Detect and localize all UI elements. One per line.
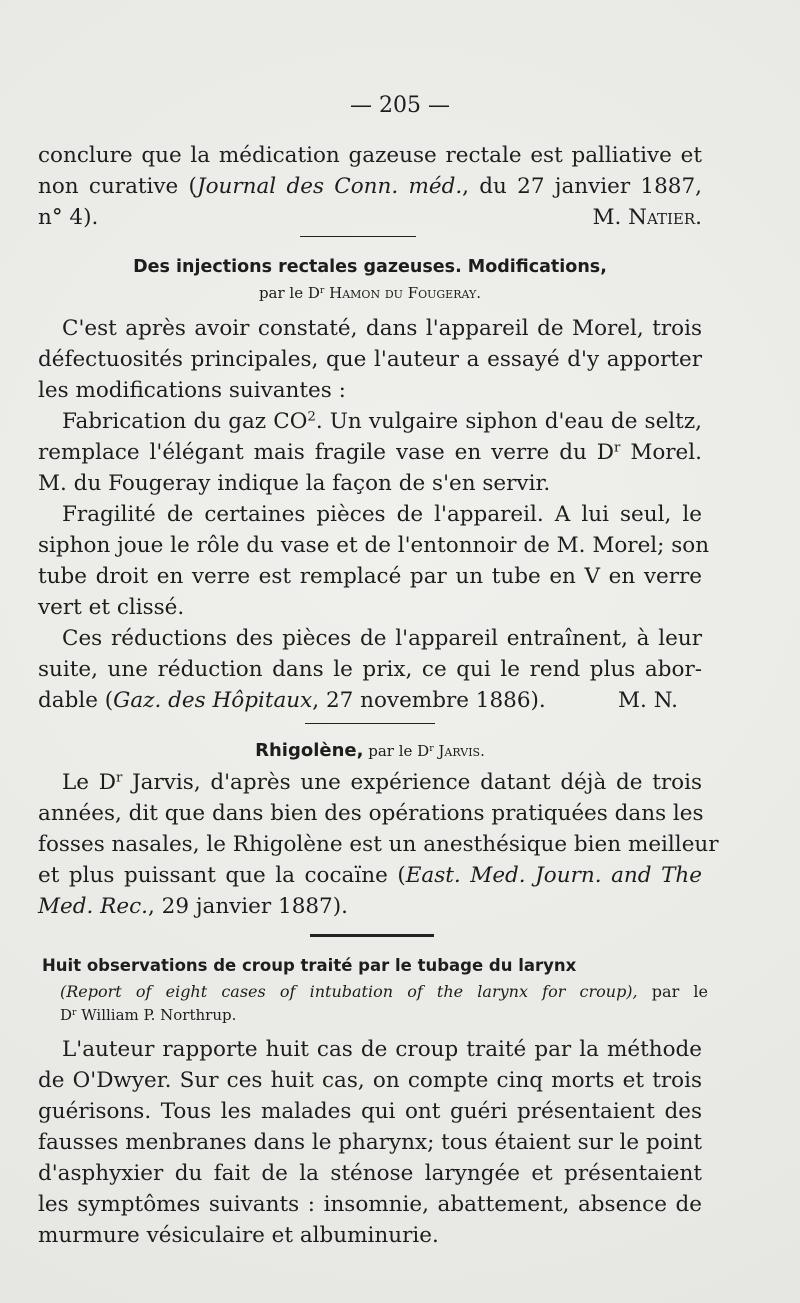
text-line: tube droit en verre est remplacé par un tube en V en verre [38, 564, 702, 589]
author-signature: M. Natier. [592, 205, 702, 230]
text-line: C'est après avoir constaté, dans l'appareil de Morel, trois [62, 316, 702, 341]
author-name: Jarvis. [438, 742, 485, 760]
text-line: non curative (Journal des Conn. méd., du 27 janvier 1887, [38, 174, 702, 199]
text-line: d'asphyxier du fait de la sténose laryngée et présentaient [38, 1161, 702, 1186]
page-number: — 205 — [350, 93, 450, 118]
journal-citation: Journal des Conn. méd. [196, 174, 463, 199]
paragraph [38, 623, 702, 716]
journal-citation: East. Med. Journ. and The [405, 863, 702, 888]
section-divider [305, 723, 435, 724]
text-line: fosses nasales, le Rhigolène est un anesthésique bien meilleur [38, 832, 719, 857]
section-heading: Rhigolène, par le $D^r$ Jarvis. [255, 740, 485, 761]
section-divider [310, 934, 434, 937]
text-line: les symptômes suivants : insomnie, abattement, absence de [38, 1192, 702, 1217]
text-line: Ces réductions des pièces de l'appareil entraînent, à leur [62, 626, 702, 651]
text-line: Med. Rec., 29 janvier 1887). [38, 894, 348, 919]
paragraph [38, 499, 710, 623]
text-line: siphon joue le rôle du vase et de l'entonnoir de M. Morel; son [38, 533, 710, 558]
text-line: L'auteur rapporte huit cas de croup traité par la méthode [62, 1037, 702, 1062]
journal-citation: Gaz. des Hôpitaux [113, 688, 313, 713]
byline: $D^r$ William P. Northrup. [60, 1006, 237, 1024]
text-line: défectuosités principales, que l'auteur a essayé d'y apporter [38, 347, 702, 372]
text-line: Fabrication du gaz $CO^2$. Un vulgaire siphon d'eau de seltz, [62, 409, 702, 434]
section-title: Huit observations de croup traité par le tubage du larynx [42, 956, 577, 975]
author-name: Hamon du Fougeray. [329, 284, 482, 302]
paragraph [38, 1034, 702, 1251]
paragraph [38, 313, 702, 406]
text-line: fausses menbranes dans le pharynx; tous étaient sur le point [38, 1130, 703, 1155]
text-line: Le $D^r$ Jarvis, d'après une expérience datant déjà de trois [62, 770, 702, 795]
paragraph [38, 406, 702, 499]
text-line: suite, une réduction dans le prix, ce qui le rend plus abor- [38, 657, 702, 682]
text-line: dable (Gaz. des Hôpitaux, 27 novembre 1886). M. N. [38, 685, 702, 716]
text-line: et plus puissant que la cocaïne (East. Med. Journ. and The [38, 863, 702, 888]
text-line: Fragilité de certaines pièces de l'appareil. A lui seul, le [62, 502, 702, 527]
text-line: guérisons. Tous les malades qui ont guéri présentaient des [38, 1099, 702, 1124]
text-line: conclure que la médication gazeuse rectale est palliative et [38, 143, 702, 168]
author-name: William P. Northrup. [81, 1006, 237, 1024]
text-line: les modifications suivantes : [38, 378, 346, 403]
text-line: n° 4). M. Natier. [38, 202, 702, 233]
continuation-paragraph [38, 140, 702, 233]
text-line: murmure vésiculaire et albuminurie. [38, 1223, 439, 1248]
section-divider [300, 236, 416, 237]
text-line: années, dit que dans bien des opérations pratiquées dans les [38, 801, 704, 826]
section-title: Des injections rectales gazeuses. Modifications, [133, 257, 607, 277]
paragraph [38, 767, 719, 922]
byline: par le $D^r$ Hamon du Fougeray. [258, 284, 482, 302]
text-line: de O'Dwyer. Sur ces huit cas, on compte cinq morts et trois [38, 1068, 702, 1093]
section-title: Rhigolène, [255, 740, 364, 761]
original-title: (Report of eight cases of intubation of the larynx for croup), par le [60, 982, 708, 1001]
author-signature: M. N. [618, 688, 678, 713]
text-line: M. du Fougeray indique la façon de s'en servir. [38, 471, 551, 496]
text-line: remplace l'élégant mais fragile vase en verre du $D^r$ Morel. [38, 440, 702, 465]
journal-citation: Med. Rec. [38, 894, 148, 919]
text-line: vert et clissé. [38, 595, 185, 620]
